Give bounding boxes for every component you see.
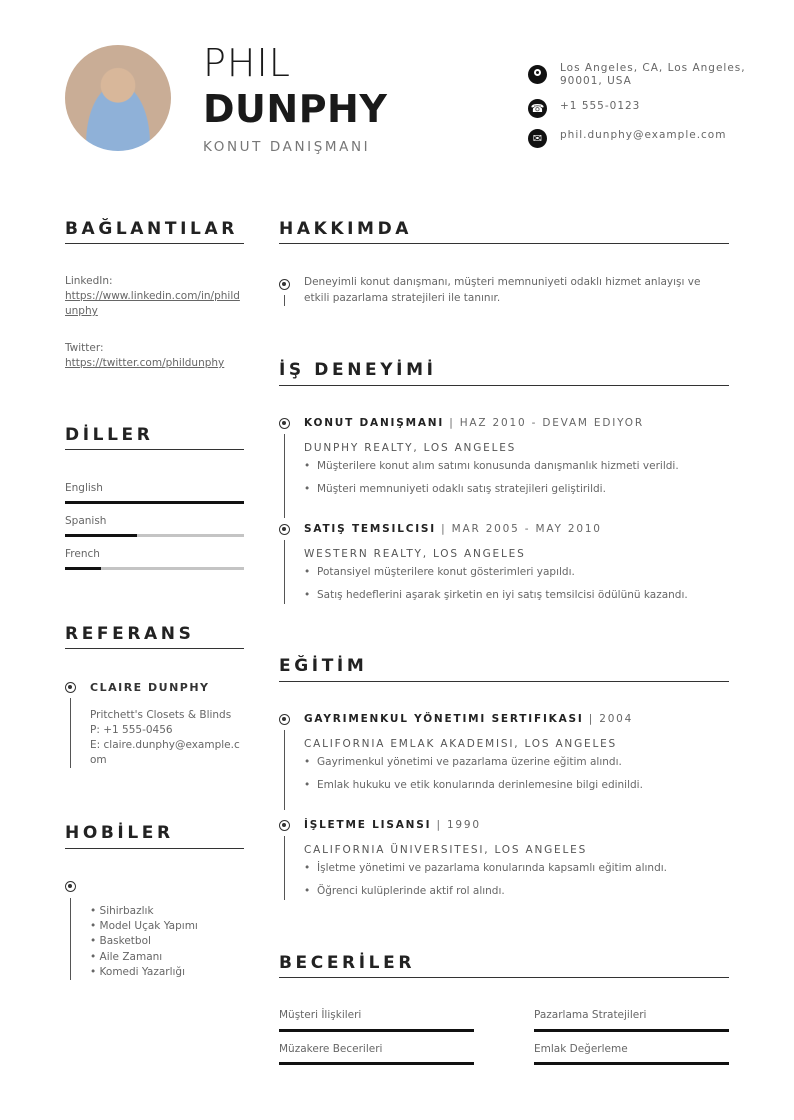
section-title-education: EĞİTİM [279, 656, 368, 676]
timeline-dot-icon [279, 418, 290, 429]
profile-photo [65, 45, 171, 151]
job-title: KONUT DANIŞMANI [203, 139, 371, 155]
phone-icon [528, 99, 547, 118]
language-name: French [65, 548, 100, 560]
timeline-line [70, 698, 71, 768]
language-bar-fill [65, 567, 101, 570]
hobby-item: • Aile Zamanı [90, 950, 198, 965]
section-rule [279, 681, 729, 682]
language-name: Spanish [65, 515, 107, 527]
section-title-languages: DİLLER [65, 425, 154, 445]
education-heading: İŞLETME LISANSI | 1990 [304, 819, 481, 831]
education-org: CALIFORNIA ÜNIVERSITESI, LOS ANGELES [304, 844, 588, 856]
education-year: 1990 [446, 819, 481, 831]
reference-details [90, 708, 242, 768]
reference-phone: P: +1 555-0456 [90, 724, 173, 736]
experience-heading: SATIŞ TEMSILCISI | MAR 2005 - MAY 2010 [304, 523, 602, 535]
education-degree: GAYRIMENKUL YÖNETIMI SERTIFIKASI [304, 713, 584, 725]
timeline-dot-icon [279, 279, 290, 290]
timeline-line [70, 898, 71, 980]
bullet-item: • Müşteri memnuniyeti odaklı satış stratejileri geliştirildi. [304, 482, 679, 505]
skill-label: Emlak Değerleme [534, 1043, 628, 1055]
about-text: Deneyimli konut danışmanı, müşteri memnuniyeti odaklı hizmet anlayışı ve etkili pazarlama stratejileri ile tanınır. [304, 276, 701, 304]
language-name: English [65, 482, 103, 494]
twitter-label: Twitter: [65, 342, 104, 354]
timeline-line [284, 540, 285, 604]
skill-label: Pazarlama Stratejileri [534, 1009, 647, 1021]
education-bullets [304, 755, 643, 801]
section-title-skills: BECERİLER [279, 953, 416, 973]
bullet-item: • Potansiyel müşterilere konut gösterimleri yapıldı. [304, 565, 688, 588]
hobby-item: • Model Uçak Yapımı [90, 919, 198, 934]
education-bullets [304, 861, 667, 907]
skill-bar [279, 1062, 474, 1065]
hobby-list [90, 904, 198, 980]
timeline-dot-icon [279, 820, 290, 831]
linkedin-link[interactable]: https://www.linkedin.com/in/phildunphy [65, 290, 240, 317]
skill-label: Müşteri İlişkileri [279, 1009, 362, 1021]
bullet-item: • Gayrimenkul yönetimi ve pazarlama üzerine eğitim alındı. [304, 755, 643, 778]
experience-org: DUNPHY REALTY, LOS ANGELES [304, 442, 517, 454]
section-title-connections: BAĞLANTILAR [65, 219, 238, 239]
experience-heading: KONUT DANIŞMANI | HAZ 2010 - DEVAM EDIYOR [304, 417, 644, 429]
experience-role: KONUT DANIŞMANI [304, 417, 445, 429]
section-rule [65, 243, 244, 244]
bullet-item: • Satış hedeflerini aşarak şirketin en iyi satış temsilcisi ödülünü kazandı. [304, 588, 688, 611]
hobby-item: • Komedi Yazarlığı [90, 965, 198, 980]
twitter-link[interactable]: https://twitter.com/phildunphy [65, 357, 225, 369]
timeline-line [284, 836, 285, 900]
contact-address: Los Angeles, CA, Los Angeles, 90001, USA [528, 62, 748, 88]
hobby-item: • Sihirbazlık [90, 904, 198, 919]
timeline-dot-icon [65, 881, 76, 892]
location-pin-icon [528, 65, 547, 84]
experience-period: MAR 2005 - MAY 2010 [451, 523, 602, 535]
section-title-about: HAKKIMDA [279, 219, 413, 239]
contact-email: ✉ phil.dunphy@example.com [528, 129, 748, 148]
reference-email: E: claire.dunphy@example.com [90, 739, 240, 766]
timeline-line [284, 730, 285, 810]
experience-period: HAZ 2010 - DEVAM EDIYOR [459, 417, 644, 429]
timeline-dot-icon [279, 524, 290, 535]
section-rule [279, 385, 729, 386]
section-title-hobbies: HOBİLER [65, 823, 174, 843]
section-rule [279, 243, 729, 244]
section-title-references: REFERANS [65, 624, 195, 644]
bullet-item: • Müşterilere konut alım satımı konusunda danışmanlık hizmeti verildi. [304, 459, 679, 482]
section-rule [65, 648, 244, 649]
skill-label: Müzakere Becerileri [279, 1043, 383, 1055]
email-icon [528, 129, 547, 148]
skill-bar [534, 1062, 729, 1065]
timeline-dot-icon [65, 682, 76, 693]
reference-company: Pritchett's Closets & Blinds [90, 709, 232, 721]
bullet-item: • Öğrenci kulüplerinde aktif rol alındı. [304, 884, 667, 907]
education-degree: İŞLETME LISANSI [304, 819, 432, 831]
section-rule [65, 848, 244, 849]
reference-name: CLAIRE DUNPHY [90, 681, 210, 694]
timeline-line [284, 295, 285, 306]
linkedin-label: LinkedIn: [65, 275, 113, 287]
bullet-item: • İşletme yönetimi ve pazarlama konularında kapsamlı eğitim alındı. [304, 861, 667, 884]
last-name: DUNPHY [203, 87, 388, 131]
section-rule [65, 449, 244, 450]
experience-bullets [304, 459, 679, 505]
timeline-dot-icon [279, 714, 290, 725]
education-org: CALIFORNIA EMLAK AKADEMISI, LOS ANGELES [304, 738, 618, 750]
skill-bar [279, 1029, 474, 1032]
education-heading: GAYRIMENKUL YÖNETIMI SERTIFIKASI | 2004 [304, 713, 634, 725]
contact-phone: ☎ +1 555-0123 [528, 100, 748, 118]
hobby-item: • Basketbol [90, 934, 198, 949]
experience-org: WESTERN REALTY, LOS ANGELES [304, 548, 526, 560]
experience-bullets [304, 565, 688, 611]
timeline-line [284, 434, 285, 518]
skill-bar [534, 1029, 729, 1032]
first-name: PHIL [203, 41, 291, 85]
language-bar-fill [65, 534, 137, 537]
section-rule [279, 977, 729, 978]
education-year: 2004 [599, 713, 634, 725]
bullet-item: • Emlak hukuku ve etik konularında derinlemesine bilgi edinildi. [304, 778, 643, 801]
section-title-experience: İŞ DENEYİMİ [279, 360, 437, 380]
language-bar-fill [65, 501, 244, 504]
experience-role: SATIŞ TEMSILCISI [304, 523, 436, 535]
